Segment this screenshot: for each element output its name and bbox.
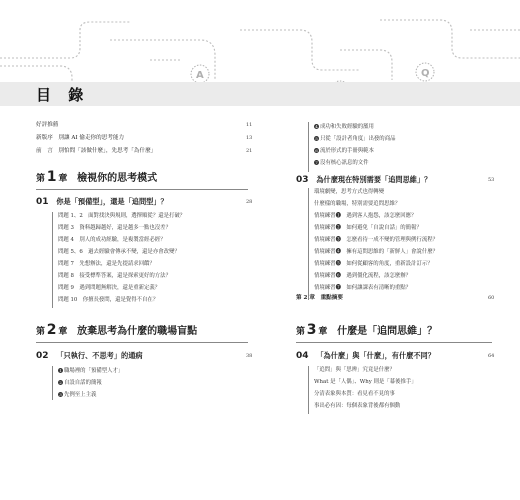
sec02-item-text: 自設自話的簡報: [64, 380, 102, 386]
toc-title: 目 錄: [36, 86, 90, 104]
section-01-heading[interactable]: [36, 198, 168, 207]
section-04-title: 「為什麼」與「什麼」，有什麼不同？: [316, 351, 435, 360]
sec04-item[interactable]: 事出必有因：每個表象背後都有個動: [314, 403, 401, 409]
chapter-3-number: 3: [306, 322, 317, 338]
sec02-item[interactable]: [58, 380, 102, 386]
top-item-text: 成功和失敗經驗的濫用: [320, 124, 374, 130]
front-page-recommend: 11: [246, 122, 253, 128]
front-page-preface: 13: [246, 135, 253, 141]
badge-icon: 4: [315, 124, 318, 129]
deco-letter-a: A: [196, 70, 204, 81]
sec01-item[interactable]: 問題 3 資料越歸越好，還是越多一點也沒差？: [58, 225, 171, 231]
chapter-3-heading[interactable]: [296, 323, 437, 337]
front-item-recommend[interactable]: 好評推薦: [36, 122, 59, 128]
chapter-1-number: 1: [46, 169, 57, 185]
section-01-number: 01: [36, 197, 49, 207]
sec02-item[interactable]: [58, 368, 123, 374]
right-column: [260, 0, 520, 500]
sec03-item[interactable]: 情境練習❼ 如何讓課表有清晰的重點？: [314, 285, 412, 291]
chapter-2-heading[interactable]: [36, 323, 197, 337]
section-04-number: 04: [296, 351, 309, 361]
top-item[interactable]: [314, 160, 369, 166]
section-04-heading[interactable]: [296, 352, 435, 361]
chapter-3-title: 什麼是「追問思維」？: [337, 326, 438, 337]
sec04-item[interactable]: 分清表象與本質：看見看不見的事: [314, 391, 395, 397]
section-01-page: 28: [246, 199, 253, 205]
chapter-2-summary-page: 60: [488, 295, 495, 301]
sec03-item[interactable]: 情境練習❸ 怎麼看待一成不變的管理與例行流程？: [314, 237, 438, 243]
top-item[interactable]: [314, 124, 374, 130]
section-03-page: 53: [488, 177, 495, 183]
section-01-bracket: [52, 212, 53, 308]
chapter-2-title: 放棄思考為什麼的職場盲點: [77, 326, 198, 337]
section-02-page: 38: [246, 353, 253, 359]
sec03-item[interactable]: 情境練習❺ 如何從顧客的角度，重新設計訂示？: [314, 261, 433, 267]
sec03-item[interactable]: 什麼樣的職場，特別需要追問思維？: [314, 201, 401, 207]
sec01-item[interactable]: 問題 1、2 面對找決與規則，選擇順從？還是打破？: [58, 213, 186, 219]
chapter-2-summary[interactable]: 第 2 章 重點摘要: [296, 295, 343, 301]
section-03-heading[interactable]: [296, 176, 431, 185]
chapter-2-rule: [36, 342, 248, 343]
section-03-bracket: [308, 188, 309, 300]
front-item-preface[interactable]: 新版序 別讓 AI 偷走你的思考能力: [36, 135, 125, 141]
badge-icon: 7: [315, 160, 318, 165]
badge-icon: 5: [315, 136, 318, 141]
sec04-item[interactable]: 「追問」與「思辨」究竟是什麼？: [314, 367, 395, 373]
section-02-heading[interactable]: [36, 352, 143, 361]
chapter-2-zhang: 章: [58, 327, 68, 337]
chapter-3-di: 第: [296, 327, 306, 337]
badge-icon: 1: [59, 368, 62, 373]
section-03-number: 03: [296, 175, 309, 185]
top-item[interactable]: [314, 148, 374, 154]
section-02-number: 02: [36, 351, 49, 361]
section-02-title: 「只執行、不思考」的通病: [56, 351, 143, 360]
section-01-title: 你是「預備型」，還是「追問型」？: [56, 197, 168, 206]
chapter-2-number: 2: [46, 322, 57, 338]
badge-icon: 3: [59, 392, 62, 397]
sec03-item[interactable]: 情境練習❷ 如何避免「自說自話」的簡報？: [314, 225, 422, 231]
chapter-3-rule: [296, 342, 492, 343]
chapter-1-heading[interactable]: [36, 170, 157, 184]
sec01-item[interactable]: 問題 10 你擅長發問，還是覺得不自在？: [58, 297, 159, 303]
sec03-item[interactable]: 情境練習❻ 遇到僵化流程，該怎麼辦？: [314, 273, 412, 279]
chapter-1-title: 檢視你的思考模式: [77, 173, 158, 184]
chapter-3-zhang: 章: [318, 327, 328, 337]
sec02-item-text: 職場裡的「預備型人才」: [64, 368, 124, 374]
chapter-1-di: 第: [36, 174, 46, 184]
sec03-item[interactable]: 情境練習❹ 擁有這問思維的「新鮮人」會說什麼？: [314, 249, 438, 255]
top-item-text: 流於形式的手冊與範本: [320, 148, 374, 154]
section-03-title: 為什麼現在特別需要「追問思維」？: [316, 175, 432, 184]
deco-letter-q: Q: [421, 68, 430, 79]
sec02-item[interactable]: [58, 392, 96, 398]
sec01-item[interactable]: 問題 7 先想辦法，還是先提請求回饋？: [58, 261, 155, 267]
sec04-item[interactable]: What 是「人偶」、Why 則是「幕後推手」: [314, 379, 417, 385]
front-item-foreword[interactable]: 前 言 別怕問「該做什麼」，先思考「為什麼」: [36, 148, 157, 154]
badge-icon: 6: [315, 148, 318, 153]
sec01-item[interactable]: 問題 4 別人的成功經驗，是複製當經必經？: [58, 237, 166, 243]
top-item-text: 沒有核心訊息的文件: [320, 160, 369, 166]
chapter-1-rule: [36, 189, 248, 190]
front-page-foreword: 21: [246, 148, 253, 154]
sec02-item-text: 先例至上主義: [64, 392, 97, 398]
sec03-item[interactable]: 環境劇變，思考方式也得轉變: [314, 189, 385, 195]
badge-icon: 2: [59, 380, 62, 385]
section-04-page: 64: [488, 353, 495, 359]
chapter-2-di: 第: [36, 327, 46, 337]
section-04-bracket: [308, 366, 309, 414]
sec01-item[interactable]: 問題 9 遇到問題無解決，還是重新定義？: [58, 285, 161, 291]
sec01-item[interactable]: 問題 8 接受標準答案，還是探索更好的方法？: [58, 273, 171, 279]
sec03-item[interactable]: 情境練習❶ 遇到客人抱怨，該怎麼回應？: [314, 213, 417, 219]
top-item-text: 只從「設計者角度」出發的商品: [320, 136, 396, 142]
top-items-bracket: [308, 122, 309, 172]
sec01-item[interactable]: 問題 5、6 過去經驗會傳承不變，還是亦會改變？: [58, 249, 180, 255]
top-item[interactable]: [314, 136, 395, 142]
section-02-bracket: [52, 366, 53, 400]
chapter-1-zhang: 章: [58, 174, 68, 184]
